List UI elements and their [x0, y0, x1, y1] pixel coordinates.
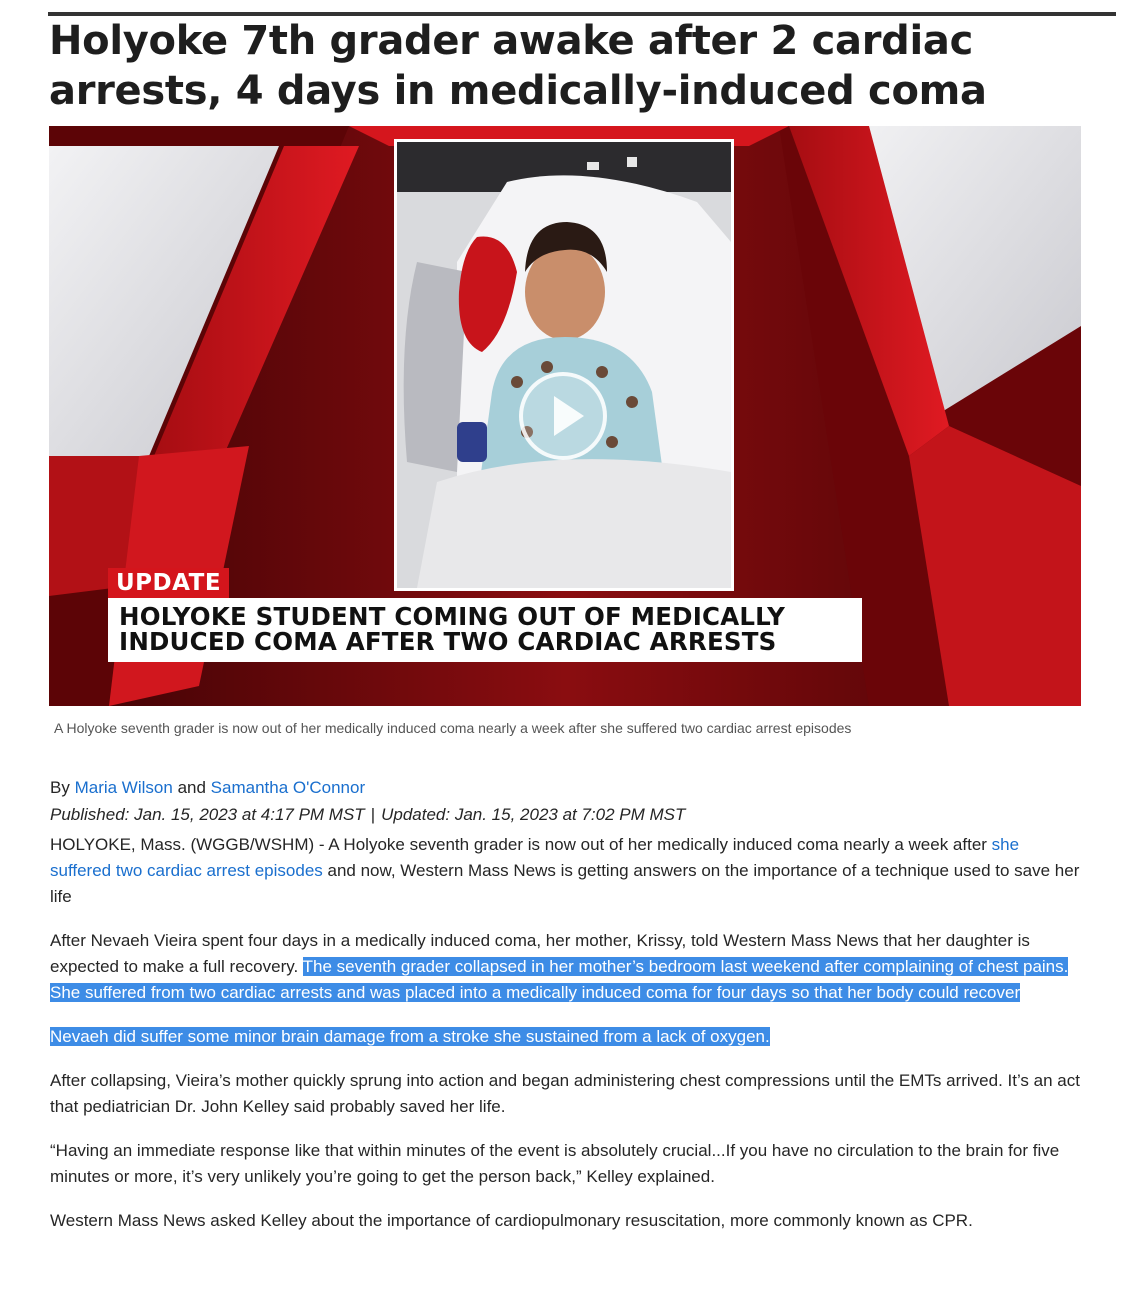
update-tag: UPDATE — [108, 568, 229, 598]
published-date: Published: Jan. 15, 2023 at 4:17 PM MST — [50, 805, 365, 824]
paragraph-6: Western Mass News asked Kelley about the importance of cardiopulmonary resuscitation, more commonly known as CPR. — [50, 1211, 973, 1230]
paragraph-2-selected-text: The seventh grader collapsed in her mother’s bedroom last weekend after complaining of chest pains. She suffered from two cardiac arrests and was placed into a medically induced coma for four days so that her body could recover — [50, 957, 1069, 1002]
video-player[interactable] — [49, 126, 1081, 706]
video-thumbnail-photo — [394, 139, 734, 591]
hospital-bed-image — [397, 142, 731, 588]
paragraph-4: After collapsing, Vieira’s mother quickly sprung into action and began administering chest compressions until the EMTs arrived. It’s an act that pediatrician Dr. John Kelley said probably saved her life. — [50, 1071, 1080, 1116]
lower-third-headline — [108, 598, 862, 662]
updated-date: Updated: Jan. 15, 2023 at 7:02 PM MST — [381, 805, 686, 824]
byline-prefix: By — [50, 778, 70, 797]
paragraph-1-end: and now, Western Mass News is getting answers on the importance of a technique used to save her life — [50, 861, 1080, 906]
author-link-samantha-oconnor[interactable]: Samantha O'Connor — [210, 778, 366, 797]
paragraph-2 — [50, 928, 1080, 1006]
date-separator: | — [370, 805, 376, 824]
paragraph-3 — [50, 1024, 1080, 1050]
video-caption: A Holyoke seventh grader is now out of her medically induced coma nearly a week after she suffered two cardiac arrest episodes — [54, 720, 852, 736]
publish-dates — [50, 804, 685, 826]
play-button[interactable] — [519, 372, 607, 460]
paragraph-3-selected-text: Nevaeh did suffer some minor brain damage from a stroke she sustained from a lack of oxygen. — [50, 1027, 770, 1046]
paragraph-1 — [50, 832, 1080, 910]
paragraph-5: “Having an immediate response like that within minutes of the event is absolutely crucial...If you have no circulation to the brain for five minutes or more, it’s very unlikely you’re going to get the person back,” Kelley explained. — [50, 1141, 1060, 1186]
article-headline: Holyoke 7th grader awake after 2 cardiac arrests, 4 days in medically-induced coma — [49, 18, 987, 114]
related-story-link[interactable]: she suffered two cardiac arrest episodes — [50, 835, 1020, 880]
author-link-maria-wilson[interactable]: Maria Wilson — [74, 778, 173, 797]
lower-third-line-2: INDUCED COMA AFTER TWO CARDIAC ARRESTS — [119, 627, 777, 656]
article-body — [50, 832, 1080, 1252]
byline-conjunction: and — [177, 778, 206, 797]
lower-third-line-1: HOLYOKE STUDENT COMING OUT OF MEDICALLY — [119, 602, 786, 631]
paragraph-1-start: HOLYOKE, Mass. (WGGB/WSHM) - A Holyoke seventh grader is now out of her medically induced coma nearly a week after — [50, 835, 992, 854]
byline — [50, 777, 365, 799]
paragraph-2-start: After Nevaeh Vieira spent four days in a medically induced coma, her mother, Krissy, told Western Mass News that her daughter is expected to make a full recovery. — [50, 931, 1030, 976]
